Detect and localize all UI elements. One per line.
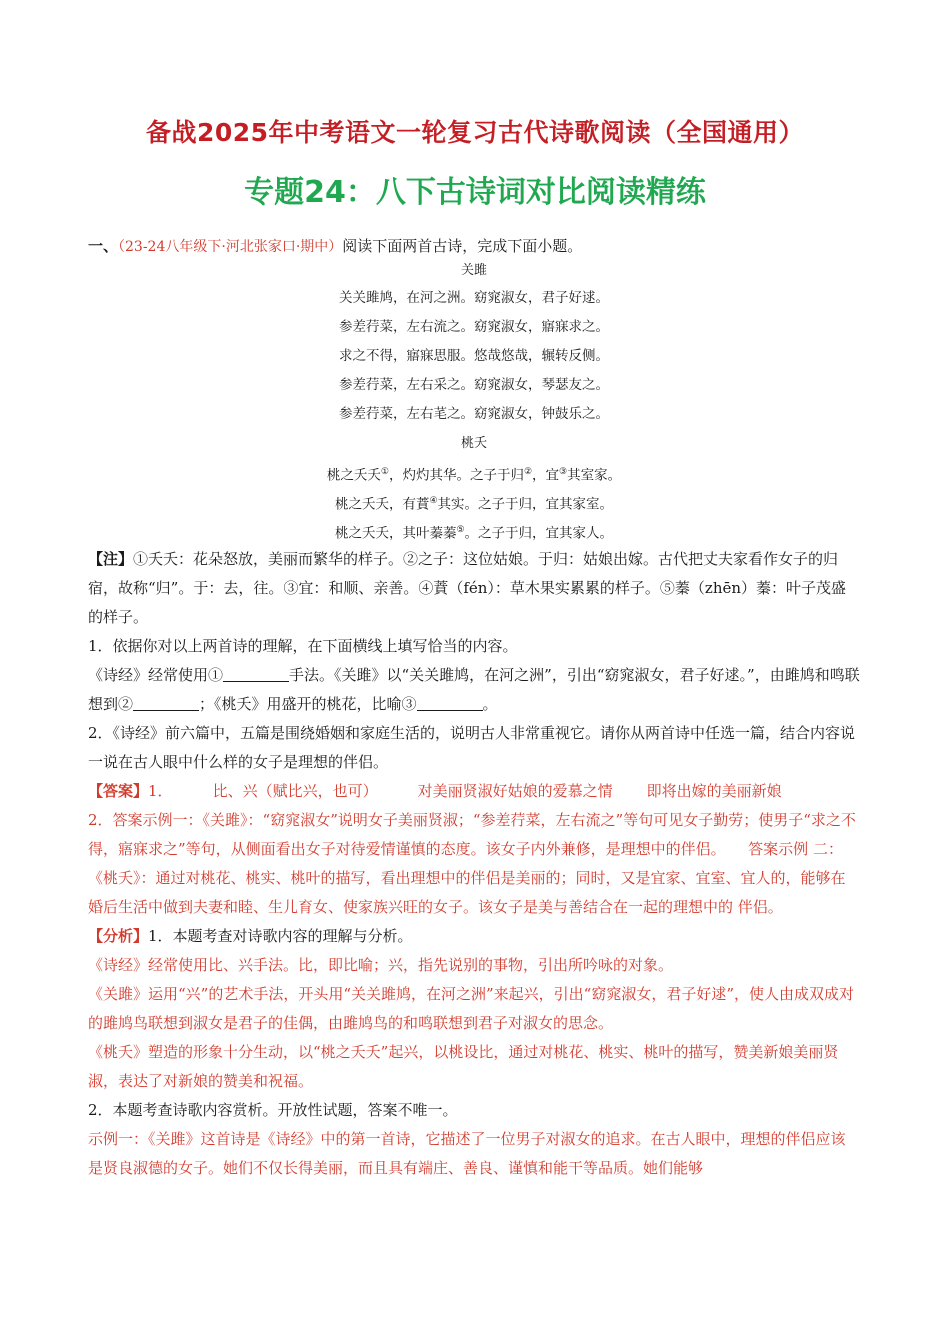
q2-stem: 2．《诗经》前六篇中，五篇是围绕婚姻和家庭生活的，说明古人非常重视它。请你从两首诗中任选一篇，结合内容说一说在古人眼中什么样的女子是理想的伴侣。 — [88, 724, 856, 771]
note-label: 【注】 — [88, 550, 134, 568]
question-number: 一、 — [88, 237, 119, 255]
document-body — [88, 234, 860, 1183]
answer-1: 【答案】1． 比、兴（赋比兴，也可） 对美丽贤淑好姑娘的爱慕之情 即将出嫁的美丽新娘 — [88, 782, 782, 800]
question-header — [88, 234, 860, 258]
blank-1 — [223, 665, 289, 682]
poem1-line: 参差荇菜，左右芼之。窈窕淑女，钟鼓乐之。 — [339, 406, 609, 422]
analysis-label: 【分析】 — [88, 927, 149, 945]
poem1-line: 求之不得，寤寐思服。悠哉悠哉，辗转反侧。 — [339, 348, 609, 364]
q1-stem: 1．依据你对以上两首诗的理解，在下面横线上填写恰当的内容。 — [88, 637, 518, 655]
analysis-para: 2．本题考查诗歌内容赏析。开放性试题，答案不唯一。 — [88, 1101, 458, 1119]
analysis-1: 【分析】1．本题考查对诗歌内容的理解与分析。 — [88, 927, 413, 945]
poem1-line: 参差荇菜，左右流之。窈窕淑女，寤寐求之。 — [339, 319, 609, 335]
document-title: 备战2025年中考语文一轮复习古代诗歌阅读（全国通用） — [145, 118, 805, 147]
notes — [88, 545, 860, 632]
poem1-line: 关关雎鸠，在河之洲。窈窕淑女，君子好逑。 — [339, 290, 609, 306]
analysis-para: 《关雎》运用“兴”的艺术手法，开头用“关关雎鸠，在河之洲”来起兴，引出“窈窕淑女，君子好逑”，使人由成双成对的雎鸠鸟联想到淑女是君子的佳偶，由雎鸠鸟的和鸣联想到君子对淑女的思念。 — [88, 985, 855, 1032]
question-instruction: 阅读下面两首古诗，完成下面小题。 — [342, 237, 583, 255]
blank-3 — [417, 694, 483, 711]
analysis-para: 《诗经》经常使用比、兴手法。比，即比喻；兴，指先说别的事物，引出所吟咏的对象。 — [88, 956, 674, 974]
poem1-title: 关雎 — [460, 263, 487, 278]
q1-fill: 《诗经》经常使用① 手法。《关雎》以“关关雎鸠，在河之洲”，引出“窈窕淑女，君子好逑。”，由雎鸠和鸣联想到② ；《桃夭》用盛开的桃花，比喻③ 。 — [88, 666, 860, 713]
question-source: （23-24八年级下·河北张家口·期中） — [118, 239, 343, 255]
blank-2 — [133, 694, 199, 711]
poem1-line: 参差荇菜，左右采之。窈窕淑女，琴瑟友之。 — [339, 377, 609, 393]
analysis-para: 示例一：《关雎》这首诗是《诗经》中的第一首诗，它描述了一位男子对淑女的追求。在古人眼中，理想的伴侣应该是贤良淑德的女子。她们不仅长得美丽，而且具有端庄、善良、谨慎和能干等品质。她们能够 — [88, 1130, 846, 1177]
poem2-title: 桃夭 — [460, 436, 487, 451]
poem2-line: 桃之夭夭①，灼灼其华。之子于归②，宜③其室家。 — [326, 467, 622, 484]
answer-label: 【答案】 — [88, 782, 149, 800]
document-subtitle: 专题24：八下古诗词对比阅读精练 — [244, 175, 706, 210]
poem2-line: 桃之夭夭，其叶蓁蓁⑤。之子于归，宜其家人。 — [334, 525, 614, 542]
note-text: ①夭夭：花朵怒放，美丽而繁华的样子。②之子：这位姑娘。于归：姑娘出嫁。古代把丈夫家看作女子的归宿，故称“归”。于：去，往。③宜：和顺、亲善。④蕡（fén）：草木果实累累的样子。⑤蓁（zhēn）蓁：叶子茂盛的样子。 — [88, 550, 847, 626]
poem2-line: 桃之夭夭，有蕡④其实。之子于归，宜其家室。 — [334, 496, 614, 513]
analysis-para: 《桃夭》塑造的形象十分生动，以“桃之夭夭”起兴，以桃设比，通过对桃花、桃实、桃叶的描写，赞美新娘美丽贤淑，表达了对新娘的赞美和祝福。 — [88, 1043, 839, 1090]
answer-2: 2．答案示例一：《关雎》：“窈窕淑女”说明女子美丽贤淑；“参差荇菜，左右流之”等句可见女子勤劳；使男子“求之不得，寤寐求之”等句，从侧面看出女子对待爱情谨慎的态度。该女子内外兼修，是理想中的伴侣。 答案示例 二：《桃夭》：通过对桃花、桃实、桃叶的描写，看出理想中的伴侣是美丽的；同时，又是宜家、宜室、宜人的，能够在婚后生活中做到夫妻和睦、生儿育女、使家族兴旺的女子。该女子是美与善结合在一起的理想中的 伴侣。 — [88, 811, 856, 916]
